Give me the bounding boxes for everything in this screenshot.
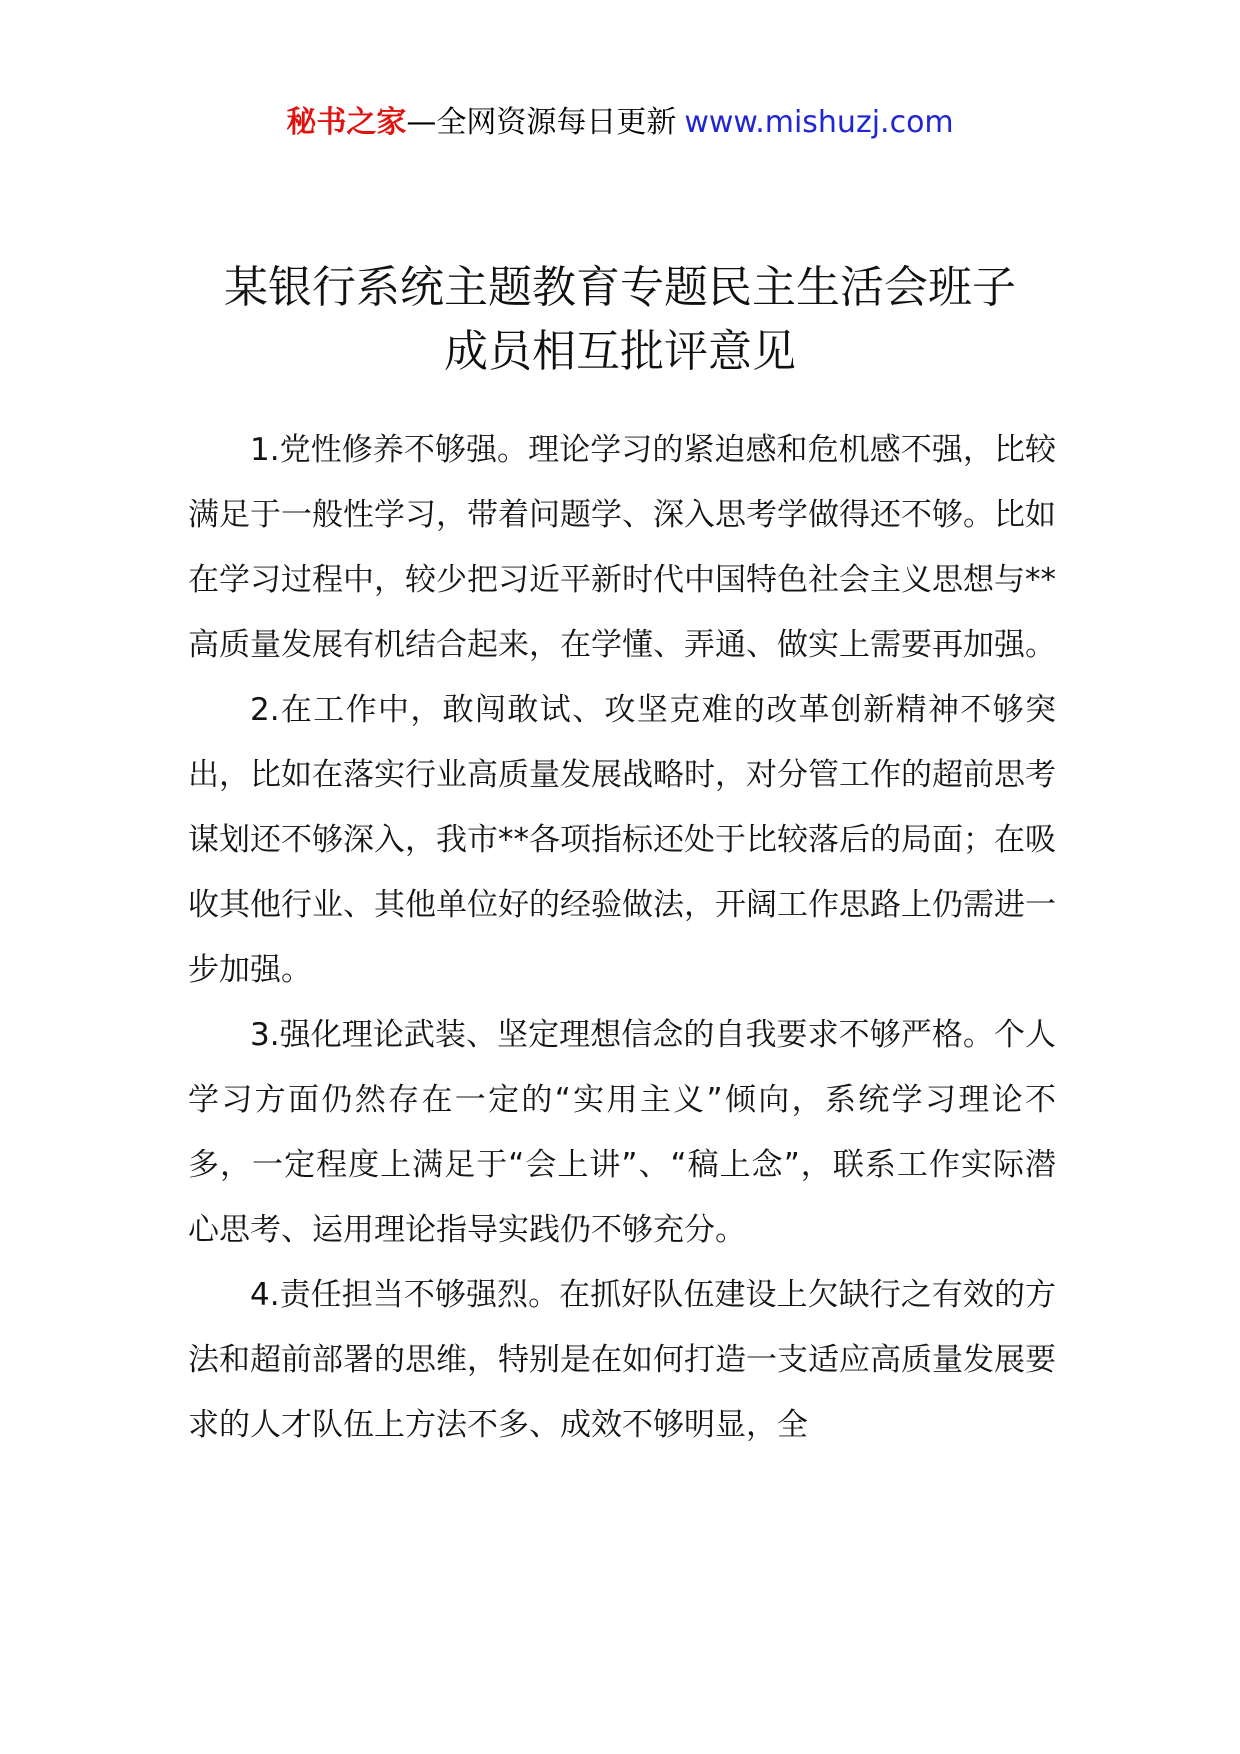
- document-body: [188, 418, 1056, 1458]
- brand-name: 秘书之家: [286, 105, 407, 140]
- title-line-2: 成员相互批评意见: [444, 326, 796, 377]
- title-line-1: 某银行系统主题教育专题民主生活会班子: [224, 262, 1016, 313]
- paragraph-4: 4.责任担当不够强烈。在抓好队伍建设上欠缺行之有效的方法和超前部署的思维，特别是在如何打造一支适应高质量发展要求的人才队伍上方法不多、成效不够明显，全: [188, 1277, 1056, 1443]
- paragraph-1: 1.党性修养不够强。理论学习的紧迫感和危机感不强，比较满足于一般性学习，带着问题学、深入思考学做得还不够。比如在学习过程中，较少把习近平新时代中国特色社会主义思想与**高质量发展有机结合起来，在学懂、弄通、做实上需要再加强。: [188, 432, 1056, 663]
- site-url-link[interactable]: www.mishuzj.com: [684, 105, 954, 140]
- site-header: [0, 98, 1240, 148]
- paragraph-3: 3.强化理论武装、坚定理想信念的自我要求不够严格。个人学习方面仍然存在一定的“实用主义”倾向，系统学习理论不多，一定程度上满足于“会上讲”、“稿上念”，联系工作实际潜心思考、运用理论指导实践仍不够充分。: [188, 1017, 1056, 1248]
- paragraph-2: 2.在工作中，敢闯敢试、攻坚克难的改革创新精神不够突出，比如在落实行业高质量发展战略时，对分管工作的超前思考谋划还不够深入，我市**各项指标还处于比较落后的局面；在吸收其他行业、其他单位好的经验做法，开阔工作思路上仍需进一步加强。: [188, 692, 1056, 988]
- document-title: [150, 256, 1090, 384]
- header-tagline: —全网资源每日更新: [406, 105, 677, 140]
